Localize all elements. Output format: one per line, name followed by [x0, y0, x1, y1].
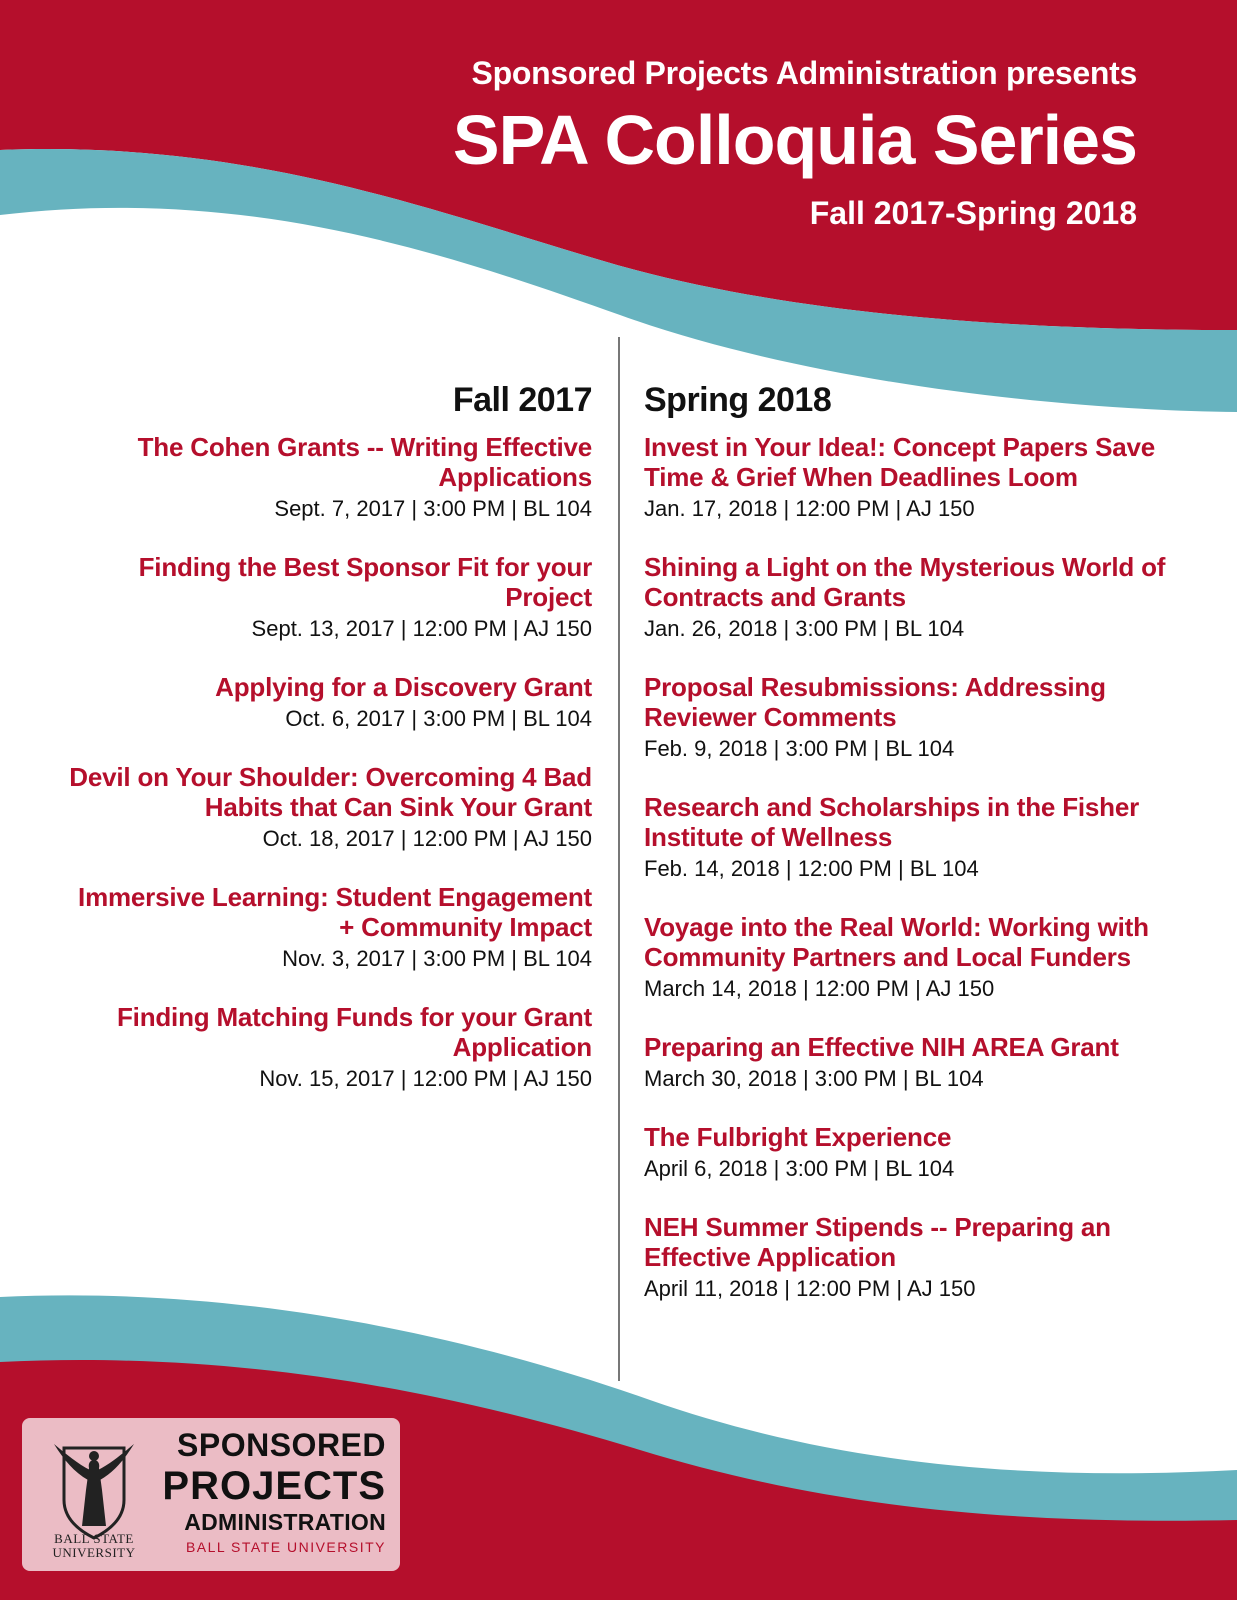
event-title: The Fulbright Experience — [644, 1122, 952, 1152]
event-details: Oct. 6, 2017 | 3:00 PM | BL 104 — [285, 706, 592, 731]
logo-line-university: BALL STATE UNIVERSITY — [185, 1539, 386, 1555]
event-title: Shining a Light on the Mysterious World of Contracts and Grants — [644, 552, 1166, 612]
event-details: Feb. 9, 2018 | 3:00 PM | BL 104 — [644, 736, 955, 761]
event-item — [644, 1212, 1174, 1305]
logo-line-projects: PROJECTS — [162, 1464, 386, 1508]
fall-heading: Fall 2017 — [452, 381, 592, 419]
header — [453, 52, 1137, 234]
event-item — [644, 552, 1174, 645]
event-item — [644, 672, 1174, 765]
event-title: Proposal Resubmissions: Addressing Reviewer Comments — [644, 672, 1106, 732]
spa-logo — [22, 1418, 400, 1571]
event-item — [644, 912, 1174, 1005]
event-item — [644, 1122, 1174, 1185]
event-item — [644, 432, 1174, 525]
event-details: March 14, 2018 | 12:00 PM | AJ 150 — [644, 976, 995, 1001]
seal-text-line1: BALL STATE — [54, 1531, 134, 1546]
event-item — [644, 1032, 1174, 1095]
event-title: The Cohen Grants -- Writing Effective Applications — [137, 432, 592, 492]
event-title: Finding the Best Sponsor Fit for your Project — [138, 552, 592, 612]
event-details: Nov. 15, 2017 | 12:00 PM | AJ 150 — [259, 1066, 592, 1091]
event-details: Sept. 13, 2017 | 12:00 PM | AJ 150 — [251, 616, 592, 641]
spring-column — [644, 378, 1174, 1332]
event-item — [60, 552, 592, 645]
column-divider — [618, 337, 620, 1381]
logo-line-sponsored: SPONSORED — [177, 1427, 386, 1463]
header-presents: Sponsored Projects Administration presents — [471, 55, 1137, 91]
logo-wordmark — [162, 1426, 386, 1558]
event-details: Sept. 7, 2017 | 3:00 PM | BL 104 — [274, 496, 592, 521]
series-period: Fall 2017-Spring 2018 — [809, 195, 1137, 231]
event-title: Finding Matching Funds for your Grant Application — [116, 1002, 592, 1062]
event-item — [60, 432, 592, 525]
event-title: Devil on Your Shoulder: Overcoming 4 Bad Habits that Can Sink Your Grant — [69, 762, 592, 822]
event-item — [60, 882, 592, 975]
logo-line-administration: ADMINISTRATION — [184, 1509, 386, 1535]
fall-column — [60, 378, 592, 1122]
event-item — [60, 672, 592, 735]
event-details: Feb. 14, 2018 | 12:00 PM | BL 104 — [644, 856, 979, 881]
seal-text-line2: UNIVERSITY — [52, 1545, 136, 1560]
event-title: Voyage into the Real World: Working with Community Partners and Local Funders — [644, 912, 1149, 972]
event-details: April 6, 2018 | 3:00 PM | BL 104 — [644, 1156, 955, 1181]
event-details: Jan. 26, 2018 | 3:00 PM | BL 104 — [644, 616, 965, 641]
page-title: SPA Colloquia Series — [452, 101, 1137, 179]
event-title: Preparing an Effective NIH AREA Grant — [644, 1032, 1119, 1062]
event-title: NEH Summer Stipends -- Preparing an Effective Application — [644, 1212, 1111, 1272]
event-title: Invest in Your Idea!: Concept Papers Save Time & Grief When Deadlines Loom — [644, 432, 1156, 492]
event-details: Nov. 3, 2017 | 3:00 PM | BL 104 — [282, 946, 592, 971]
event-item — [60, 1002, 592, 1095]
event-details: April 11, 2018 | 12:00 PM | AJ 150 — [644, 1276, 976, 1301]
seal-caption — [32, 1532, 156, 1560]
spring-heading: Spring 2018 — [644, 381, 832, 419]
event-details: Jan. 17, 2018 | 12:00 PM | AJ 150 — [644, 496, 975, 521]
event-details: Oct. 18, 2017 | 12:00 PM | AJ 150 — [262, 826, 592, 851]
event-item — [60, 762, 592, 855]
event-details: March 30, 2018 | 3:00 PM | BL 104 — [644, 1066, 984, 1091]
event-item — [644, 792, 1174, 885]
event-title: Applying for a Discovery Grant — [215, 672, 592, 702]
event-title: Research and Scholarships in the Fisher Institute of Wellness — [644, 792, 1140, 852]
event-title: Immersive Learning: Student Engagement + Community Impact — [78, 882, 592, 942]
